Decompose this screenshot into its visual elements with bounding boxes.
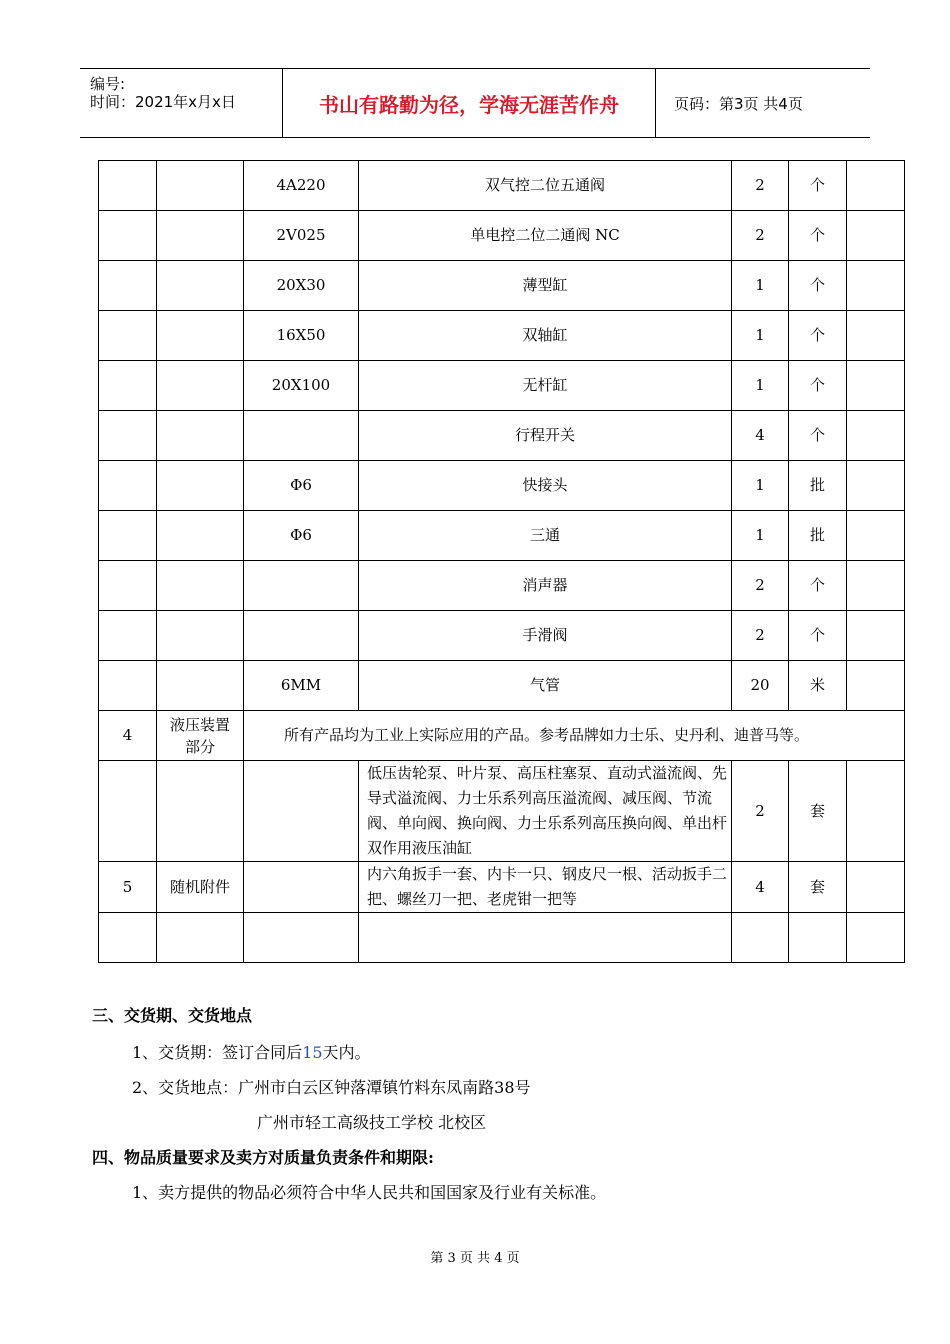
cell-unit: 批 xyxy=(789,461,847,511)
document-number-label: 编号: xyxy=(90,75,126,93)
equipment-table xyxy=(98,160,905,963)
cell-no xyxy=(99,261,157,311)
cell-unit: 个 xyxy=(789,261,847,311)
cell-qty: 2 xyxy=(732,211,789,261)
cell-qty: 4 xyxy=(732,862,789,913)
cell-qty: 1 xyxy=(732,461,789,511)
cell-no xyxy=(99,311,157,361)
table-row xyxy=(99,211,905,261)
cell-name xyxy=(157,461,244,511)
cell-name xyxy=(157,161,244,211)
cell-no xyxy=(99,161,157,211)
cell-extra xyxy=(847,862,905,913)
cell-desc: 低压齿轮泵、叶片泵、高压柱塞泵、直动式溢流阀、先导式溢流阀、力士乐系列高压溢流阀、减压阀、节流阀、单向阀、换向阀、力士乐系列高压换向阀、单出杆双作用液压油缸 xyxy=(359,761,732,862)
cell-desc xyxy=(359,913,732,963)
cell-extra xyxy=(847,761,905,862)
cell-qty: 1 xyxy=(732,311,789,361)
page-header xyxy=(80,68,870,138)
table-row xyxy=(99,511,905,561)
cell-no: 5 xyxy=(99,862,157,913)
cell-qty: 2 xyxy=(732,761,789,862)
cell-unit: 批 xyxy=(789,511,847,561)
cell-model: 16X50 xyxy=(244,311,359,361)
cell-no xyxy=(99,511,157,561)
table-row-hydraulic xyxy=(99,761,905,862)
cell-name xyxy=(157,411,244,461)
delivery-period-prefix: 1、交货期：签订合同后 xyxy=(132,1043,303,1062)
cell-model xyxy=(244,913,359,963)
cell-desc: 手滑阀 xyxy=(359,611,732,661)
cell-name xyxy=(157,211,244,261)
cell-desc: 单电控二位二通阀 NC xyxy=(359,211,732,261)
header-motto: 书山有路勤为径，学海无涯苦作舟 xyxy=(283,69,656,137)
table-row xyxy=(99,561,905,611)
cell-no xyxy=(99,411,157,461)
cell-name xyxy=(157,511,244,561)
cell-unit: 米 xyxy=(789,661,847,711)
table-row xyxy=(99,611,905,661)
page-footer: 第 3 页 共 4 页 xyxy=(430,1251,520,1266)
cell-qty: 1 xyxy=(732,511,789,561)
delivery-item-2: 2、交货地点：广州市白云区钟落潭镇竹料东凤南路38号 xyxy=(132,1078,531,1097)
cell-desc: 行程开关 xyxy=(359,411,732,461)
table-row xyxy=(99,461,905,511)
cell-name xyxy=(157,761,244,862)
cell-desc: 消声器 xyxy=(359,561,732,611)
cell-unit: 套 xyxy=(789,761,847,862)
cell-desc: 薄型缸 xyxy=(359,261,732,311)
cell-extra xyxy=(847,611,905,661)
cell-model xyxy=(244,761,359,862)
cell-qty xyxy=(732,913,789,963)
cell-model xyxy=(244,561,359,611)
cell-no xyxy=(99,761,157,862)
cell-unit: 个 xyxy=(789,611,847,661)
cell-unit: 个 xyxy=(789,311,847,361)
cell-name: 液压装置部分 xyxy=(157,711,244,761)
cell-unit: 个 xyxy=(789,561,847,611)
cell-desc: 快接头 xyxy=(359,461,732,511)
cell-no xyxy=(99,461,157,511)
cell-unit: 个 xyxy=(789,361,847,411)
table-row-empty xyxy=(99,913,905,963)
header-page-label: 页码：第3页 共4页 xyxy=(674,94,803,113)
quality-heading: 四、物品质量要求及卖方对质量负责条件和期限: xyxy=(92,1148,434,1167)
header-meta xyxy=(80,69,283,137)
header-page-number xyxy=(664,69,870,137)
delivery-days: 15 xyxy=(302,1043,323,1062)
cell-name xyxy=(157,561,244,611)
cell-name xyxy=(157,361,244,411)
cell-extra xyxy=(847,913,905,963)
cell-extra xyxy=(847,461,905,511)
cell-no xyxy=(99,611,157,661)
cell-unit: 套 xyxy=(789,862,847,913)
cell-model: 20X30 xyxy=(244,261,359,311)
cell-model: 2V025 xyxy=(244,211,359,261)
delivery-heading: 三、交货期、交货地点 xyxy=(92,1006,253,1025)
cell-qty: 2 xyxy=(732,561,789,611)
cell-extra xyxy=(847,511,905,561)
cell-desc: 三通 xyxy=(359,511,732,561)
cell-unit: 个 xyxy=(789,161,847,211)
cell-name xyxy=(157,611,244,661)
cell-no xyxy=(99,211,157,261)
cell-extra xyxy=(847,211,905,261)
cell-desc: 双气控二位五通阀 xyxy=(359,161,732,211)
cell-model xyxy=(244,862,359,913)
delivery-address-line-2: 广州市轻工高级技工学校 北校区 xyxy=(257,1113,487,1132)
cell-unit: 个 xyxy=(789,411,847,461)
cell-desc: 气管 xyxy=(359,661,732,711)
cell-no xyxy=(99,561,157,611)
table-row xyxy=(99,261,905,311)
cell-model: Φ6 xyxy=(244,511,359,561)
cell-model xyxy=(244,411,359,461)
cell-desc: 无杆缸 xyxy=(359,361,732,411)
cell-extra xyxy=(847,161,905,211)
cell-qty: 1 xyxy=(732,361,789,411)
cell-extra xyxy=(847,411,905,461)
cell-desc: 内六角扳手一套、内卡一只、钢皮尺一根、活动扳手二把、螺丝刀一把、老虎钳一把等 xyxy=(359,862,732,913)
cell-name xyxy=(157,311,244,361)
delivery-period-suffix: 天内。 xyxy=(322,1043,371,1062)
cell-no xyxy=(99,361,157,411)
cell-qty: 1 xyxy=(732,261,789,311)
cell-extra xyxy=(847,561,905,611)
quality-item-1: 1、卖方提供的物品必须符合中华人民共和国国家及行业有关标准。 xyxy=(132,1183,607,1202)
cell-name: 随机附件 xyxy=(157,862,244,913)
cell-model: 20X100 xyxy=(244,361,359,411)
cell-name xyxy=(157,261,244,311)
cell-no: 4 xyxy=(99,711,157,761)
table-row xyxy=(99,411,905,461)
table-row-section5 xyxy=(99,862,905,913)
cell-unit: 个 xyxy=(789,211,847,261)
cell-extra xyxy=(847,261,905,311)
cell-name xyxy=(157,661,244,711)
cell-model: 4A220 xyxy=(244,161,359,211)
cell-extra xyxy=(847,311,905,361)
table-row xyxy=(99,361,905,411)
table-row xyxy=(99,661,905,711)
table-row xyxy=(99,311,905,361)
table-row-section4 xyxy=(99,711,905,761)
equipment-table-body xyxy=(99,161,905,963)
cell-extra xyxy=(847,661,905,711)
cell-model xyxy=(244,611,359,661)
cell-no xyxy=(99,661,157,711)
cell-desc: 双轴缸 xyxy=(359,311,732,361)
cell-qty: 2 xyxy=(732,161,789,211)
table-row xyxy=(99,161,905,211)
cell-unit xyxy=(789,913,847,963)
cell-qty: 4 xyxy=(732,411,789,461)
cell-extra xyxy=(847,361,905,411)
cell-section-note: 所有产品均为工业上实际应用的产品。参考品牌如力士乐、史丹利、迪普马等。 xyxy=(244,711,905,761)
delivery-item-1 xyxy=(132,1040,371,1063)
cell-model: Φ6 xyxy=(244,461,359,511)
cell-no xyxy=(99,913,157,963)
document-time-label: 时间：2021年x月x日 xyxy=(90,93,236,111)
cell-qty: 2 xyxy=(732,611,789,661)
cell-name xyxy=(157,913,244,963)
cell-model: 6MM xyxy=(244,661,359,711)
cell-qty: 20 xyxy=(732,661,789,711)
